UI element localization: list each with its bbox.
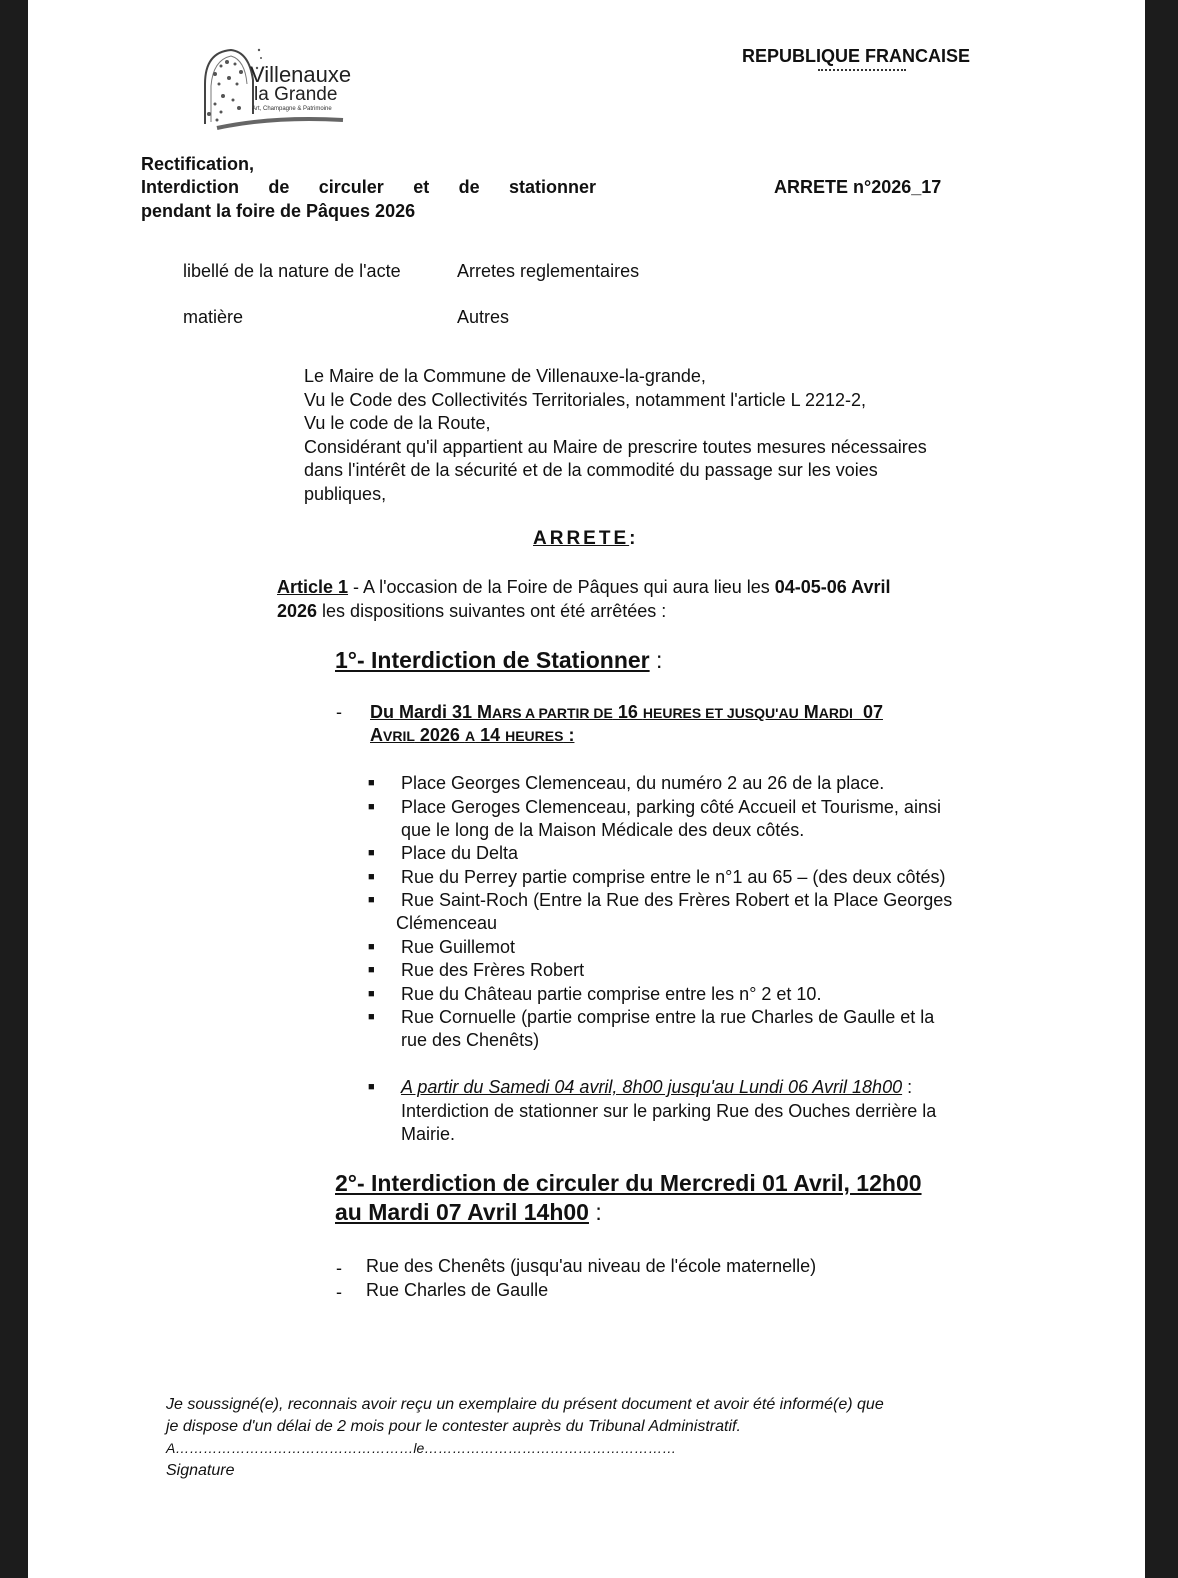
list-item-cont: que le long de la Maison Médicale des deux côtés. bbox=[401, 820, 805, 840]
section1-title: 1°- Interdiction de Stationner : bbox=[335, 647, 663, 673]
preamble-line: publiques, bbox=[304, 484, 387, 504]
nature-label: libellé de la nature de l'acte bbox=[183, 261, 401, 281]
street-item: Rue Charles de Gaulle bbox=[366, 1280, 549, 1300]
bullet-icon: ■ bbox=[368, 801, 375, 813]
section2-title-line2: au Mardi 07 Avril 14h00 : bbox=[335, 1199, 602, 1225]
logo-name-line2: la Grande bbox=[254, 84, 338, 105]
list-item: Rue du Château partie comprise entre les n° 2 et 10. bbox=[401, 984, 822, 1004]
bullet-icon: ■ bbox=[368, 988, 375, 1000]
bullet-icon: ■ bbox=[368, 894, 375, 906]
preamble-line: Considérant qu'il appartient au Maire de prescrire toutes mesures nécessaires bbox=[304, 437, 927, 457]
list-item-cont: Clémenceau bbox=[396, 913, 498, 933]
special-item-line: Interdiction de stationner sur le parking Rue des Ouches derrière la bbox=[401, 1101, 937, 1121]
bullet-icon: ■ bbox=[368, 871, 375, 883]
title-line1: Rectification, bbox=[141, 154, 255, 174]
article1-line2: 2026 les dispositions suivantes ont été arrêtées : bbox=[277, 601, 667, 621]
period-line2: AVRIL 2026 A 14 HEURES : bbox=[370, 725, 575, 745]
dash-marker: - bbox=[336, 1282, 342, 1302]
dash-marker: - bbox=[336, 702, 342, 722]
bullet-icon: ■ bbox=[368, 1011, 375, 1023]
list-item: Rue Saint-Roch (Entre la Rue des Frères Robert et la Place Georges bbox=[401, 890, 953, 910]
article1-line1: Article 1 - A l'occasion de la Foire de Pâques qui aura lieu les 04-05-06 Avril bbox=[277, 577, 891, 597]
bullet-icon: ■ bbox=[368, 777, 375, 789]
matiere-value: Autres bbox=[457, 307, 510, 327]
footer-acknowledgement: Je soussigné(e), reconnais avoir reçu un exemplaire du présent document et avoir été informé(e) que bbox=[166, 1396, 884, 1413]
footer-place-date: A……………………………………………le……………………………………………… bbox=[166, 1440, 677, 1456]
bullet-icon: ■ bbox=[368, 941, 375, 953]
arrete-heading: ARRETE: bbox=[533, 528, 639, 549]
special-item-line: Mairie. bbox=[401, 1124, 456, 1144]
logo-tagline: Art, Champagne & Patrimoine bbox=[252, 106, 332, 112]
arrete-number: ARRETE n°2026_17 bbox=[774, 177, 942, 197]
list-item: Rue du Perrey partie comprise entre le n°1 au 65 – (des deux côtés) bbox=[401, 867, 946, 887]
list-item: Place Geroges Clemenceau, parking côté Accueil et Tourisme, ainsi bbox=[401, 797, 941, 817]
list-item: Rue Guillemot bbox=[401, 937, 516, 957]
republique-francaise: REPUBLIQUE FRANCAISE bbox=[742, 46, 971, 66]
preamble-line: Vu le Code des Collectivités Territoriales, notamment l'article L 2212-2, bbox=[304, 390, 867, 410]
document-page bbox=[28, 0, 1145, 1578]
period-line1: Du Mardi 31 MARS A PARTIR DE 16 HEURES ET JUSQU'AU MARDI 07 bbox=[370, 702, 883, 722]
title-line3: pendant la foire de Pâques 2026 bbox=[141, 201, 416, 221]
signature-label: Signature bbox=[166, 1462, 235, 1479]
list-item: Place Georges Clemenceau, du numéro 2 au 26 de la place. bbox=[401, 773, 885, 793]
special-item-heading: A partir du Samedi 04 avril, 8h00 jusqu'au Lundi 06 Avril 18h00 : bbox=[401, 1077, 913, 1097]
preamble-line: dans l'intérêt de la sécurité et de la commodité du passage sur les voies bbox=[304, 460, 878, 480]
section2-title-line1: 2°- Interdiction de circuler du Mercredi 01 Avril, 12h00 bbox=[335, 1170, 922, 1196]
list-item: Rue des Frères Robert bbox=[401, 960, 585, 980]
matiere-label: matière bbox=[183, 307, 244, 327]
preamble-line: Le Maire de la Commune de Villenauxe-la-grande, bbox=[304, 366, 706, 386]
preamble-line: Vu le code de la Route, bbox=[304, 413, 491, 433]
logo-name-line1: Villenauxe bbox=[250, 62, 352, 87]
nature-value: Arretes reglementaires bbox=[457, 261, 640, 281]
dash-marker: - bbox=[336, 1258, 342, 1278]
divider bbox=[818, 69, 906, 71]
list-item: Rue Cornuelle (partie comprise entre la rue Charles de Gaulle et la bbox=[401, 1007, 935, 1027]
bullet-icon: ■ bbox=[368, 1081, 375, 1093]
bullet-icon: ■ bbox=[368, 964, 375, 976]
title-line2: Interdiction de circuler et de stationner bbox=[141, 177, 596, 197]
list-item: Place du Delta bbox=[401, 843, 519, 863]
street-item: Rue des Chenêts (jusqu'au niveau de l'école maternelle) bbox=[366, 1256, 817, 1276]
bullet-icon: ■ bbox=[368, 847, 375, 859]
list-item-cont: rue des Chenêts) bbox=[401, 1030, 540, 1050]
footer-acknowledgement-cont: je dispose d'un délai de 2 mois pour le contester auprès du Tribunal Administratif. bbox=[166, 1418, 741, 1435]
